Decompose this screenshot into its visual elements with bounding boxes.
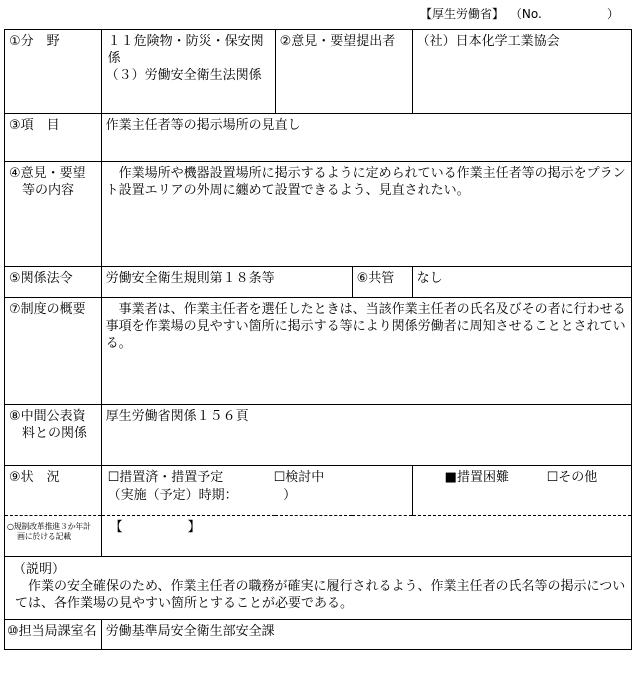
row-plan (5, 516, 632, 557)
plan-value: 【 】 (101, 516, 631, 557)
ministry-label: 【厚生労働省】 (420, 7, 505, 21)
opinion-label (5, 162, 102, 267)
document-header (420, 5, 630, 22)
status-options-right (412, 466, 631, 516)
status-option-done: ☐措置済・措置予定 (107, 470, 224, 485)
interim-value: 厚生労働省関係１５６頁 (101, 405, 631, 466)
row-office (5, 620, 632, 650)
opinion-value: 作業場所や機器設置場所に掲示するように定められている作業主任者等の掲示をプラント設置エリアの外周に纏めて設置できるよう、見直されたい。 (101, 162, 631, 267)
plan-label-line1: ○規制改革推進３か年計 (7, 522, 91, 531)
system-value: 事業者は、作業主任者を選任したときは、当該作業主任者の氏名及びその者に行わせる事項を作業場の見やすい箇所に掲示する等により関係労働者に周知させることとされている。 (101, 298, 631, 405)
system-label: ⑦制度の概要 (5, 298, 102, 405)
opinion-form-table (4, 29, 632, 650)
interim-label (5, 405, 102, 466)
explanation-value: 作業の安全確保のため、作業主任者の職務が確実に履行されるよう、作業主任者の氏名等の掲示については、各作業場の見やすい箇所とすることが必要である。 (15, 579, 626, 611)
explanation-cell (5, 557, 632, 620)
status-option-difficult: ■措置困難 (444, 470, 509, 485)
field-label: ①分 野 (5, 30, 102, 114)
item-label: ③項 目 (5, 114, 102, 162)
plan-label (5, 516, 102, 557)
row-system (5, 298, 632, 405)
interim-label-line1: ⑧中間公表資 (9, 409, 86, 424)
status-option-other: ☐その他 (546, 470, 598, 485)
row-law (5, 267, 632, 298)
row-status (5, 466, 632, 516)
row-explanation (5, 557, 632, 620)
row-opinion (5, 162, 632, 267)
item-value: 作業主任者等の掲示場所の見直し (101, 114, 631, 162)
office-value: 労働基準局安全衛生部安全課 (101, 620, 631, 650)
opinion-label-line1: ④意見・要望 (9, 166, 86, 181)
field-value-line2: （３）労働安全衛生法関係 (105, 68, 262, 83)
field-value-line1: １１危険物・防災・保安関係 (107, 34, 264, 66)
submitter-value: （社）日本化学工業協会 (412, 30, 631, 114)
status-option-done-date: （実施（予定）時期： ） (107, 488, 297, 503)
row-field (5, 30, 632, 114)
row-interim (5, 405, 632, 466)
submitter-label: ②意見・要望提出者 (275, 30, 412, 114)
office-label: ⑩担当局課室名 (5, 620, 102, 650)
number-label: （No. (509, 7, 542, 21)
status-options-left (101, 466, 412, 516)
status-option-reviewing: ☐検討中 (273, 470, 325, 485)
plan-label-line2: 画に於ける記載 (17, 532, 71, 541)
joint-label: ⑥共管 (352, 267, 412, 298)
joint-value: なし (412, 267, 631, 298)
interim-label-line2: 料との関係 (22, 426, 88, 441)
row-item (5, 114, 632, 162)
number-close: ） (607, 7, 620, 21)
law-value: 労働安全衛生規則第１８条等 (101, 267, 352, 298)
explanation-heading: （説明） (13, 562, 66, 577)
law-label: ⑤関係法令 (5, 267, 102, 298)
opinion-label-line2: 等の内容 (22, 183, 75, 198)
field-value (101, 30, 275, 114)
status-label: ⑨状 況 (5, 466, 102, 516)
